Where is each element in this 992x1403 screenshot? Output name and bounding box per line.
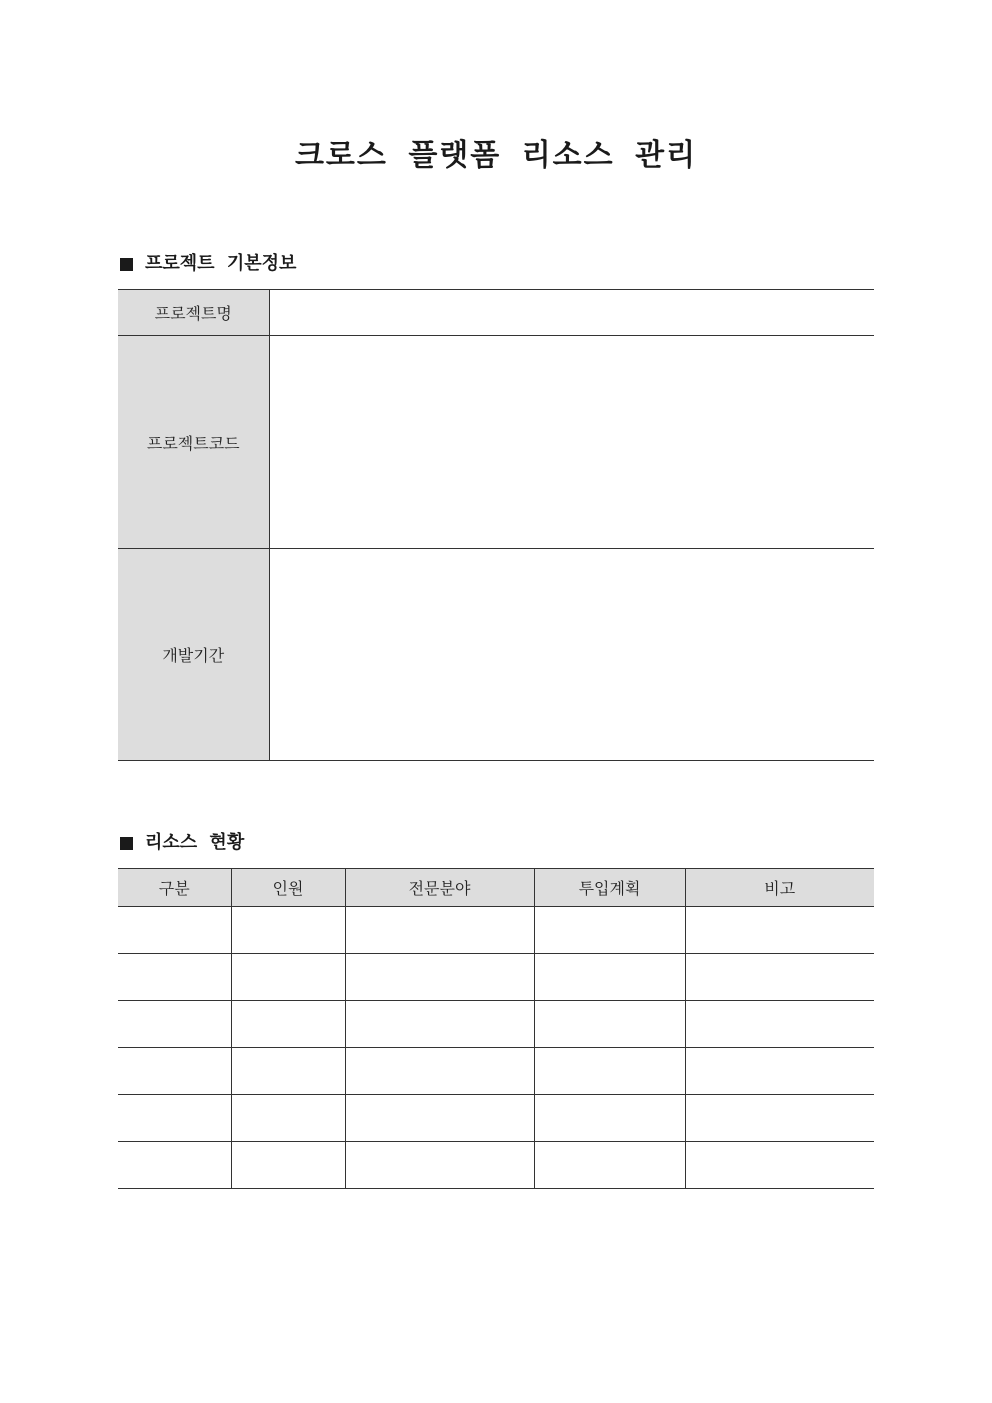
section-heading-label: 프로젝트 기본정보 [145,253,297,274]
table-row [118,336,874,549]
table-cell[interactable] [345,1095,534,1142]
resource-table [118,868,874,1189]
black-square-bullet-icon [120,258,133,271]
column-header-category: 구분 [118,869,231,907]
column-header-specialty: 전문분야 [345,869,534,907]
table-cell[interactable] [345,1142,534,1189]
black-square-bullet-icon [120,837,133,850]
table-cell[interactable] [118,1048,231,1095]
table-row [118,1001,874,1048]
section-heading-label: 리소스 현황 [145,832,245,853]
table-cell[interactable] [345,1001,534,1048]
document-title: 크로스 플랫폼 리소스 관리 [294,138,698,173]
table-cell[interactable] [685,1001,874,1048]
table-cell[interactable] [118,1095,231,1142]
table-cell[interactable] [685,1048,874,1095]
table-cell[interactable] [118,907,231,954]
table-cell[interactable] [231,1001,345,1048]
column-header-headcount: 인원 [231,869,345,907]
project-info-table [118,289,874,761]
table-row [118,1142,874,1189]
project-code-field[interactable] [269,336,874,549]
project-name-field[interactable] [269,290,874,336]
table-cell[interactable] [118,1001,231,1048]
table-cell[interactable] [231,1095,345,1142]
table-cell[interactable] [534,1048,685,1095]
table-row [118,290,874,336]
table-cell[interactable] [118,1142,231,1189]
table-cell[interactable] [231,907,345,954]
project-code-label: 프로젝트코드 [118,336,269,549]
table-row [118,954,874,1001]
table-cell[interactable] [685,954,874,1001]
table-cell[interactable] [345,954,534,1001]
column-header-remarks: 비고 [685,869,874,907]
table-cell[interactable] [534,954,685,1001]
development-period-label: 개발기간 [118,549,269,761]
table-header-row [118,869,874,907]
column-header-allocation-plan: 투입계획 [534,869,685,907]
table-row [118,549,874,761]
table-cell[interactable] [345,907,534,954]
table-row [118,907,874,954]
table-row [118,1048,874,1095]
table-cell[interactable] [118,954,231,1001]
project-name-label: 프로젝트명 [118,290,269,336]
table-cell[interactable] [231,1142,345,1189]
table-cell[interactable] [345,1048,534,1095]
table-cell[interactable] [685,1142,874,1189]
section-heading-resources [118,830,244,856]
table-cell[interactable] [534,1142,685,1189]
table-cell[interactable] [231,954,345,1001]
table-cell[interactable] [534,907,685,954]
table-cell[interactable] [534,1001,685,1048]
table-cell[interactable] [685,1095,874,1142]
development-period-field[interactable] [269,549,874,761]
table-cell[interactable] [231,1048,345,1095]
section-heading-project-info [118,251,296,277]
table-row [118,1095,874,1142]
table-cell[interactable] [685,907,874,954]
table-cell[interactable] [534,1095,685,1142]
